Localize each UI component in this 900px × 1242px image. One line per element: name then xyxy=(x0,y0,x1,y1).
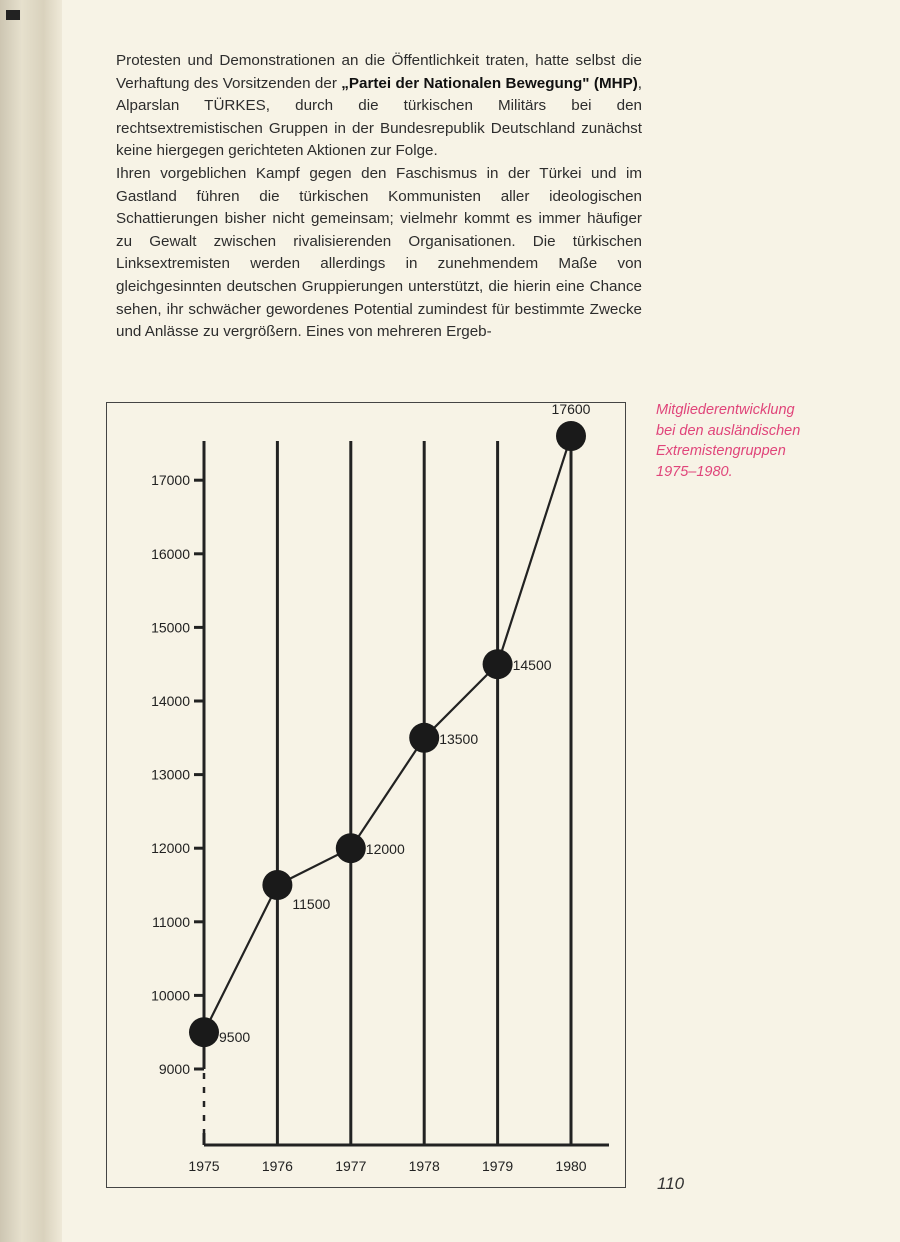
data-label-1977: 12000 xyxy=(365,841,405,858)
data-label-1979: 14500 xyxy=(512,657,552,674)
caption-line-1: Mitgliederentwicklung xyxy=(656,402,795,418)
data-label-1976: 11500 xyxy=(292,896,331,912)
x-tick-label-1976: 1976 xyxy=(261,1158,293,1174)
chart-frame xyxy=(106,402,626,1188)
paragraph-1 xyxy=(116,50,642,163)
body-text xyxy=(116,50,642,344)
y-tick-label-17000: 17000 xyxy=(151,472,190,489)
series-line xyxy=(204,436,571,1032)
paragraph-2: Ihren vorgeblichen Kampf gegen den Faschismus in der Türkei und im Gastland führen die türkischen Kommunisten aller ideologischen Schattierungen bisher nicht gemeinsam; vielmehr kommt es immer häufiger zu Gewalt zwischen rivalisierenden Organisationen. Die türkischen Linksextremisten werden allerdings in zunehmendem Maße von gleichgesinnten deutschen Gruppierungen unterstützt, die hierin eine Chance sehen, ihr schwächer gewordenes Potential zumindest für bestimmte Zwecke und Anlässe zu vergrößern. Eines von mehreren Ergeb- xyxy=(116,164,642,341)
y-tick-label-9000: 9000 xyxy=(158,1061,190,1077)
data-point-1980 xyxy=(556,421,586,451)
y-tick-label-16000: 16000 xyxy=(151,545,190,562)
y-tick-label-15000: 15000 xyxy=(151,619,190,636)
data-label-1975: 9500 xyxy=(219,1029,251,1046)
data-point-1976 xyxy=(262,870,292,900)
page-number: 110 xyxy=(657,1174,685,1193)
chart-caption xyxy=(656,400,856,482)
data-label-1980: 17600 xyxy=(551,403,591,418)
x-tick-label-1979: 1979 xyxy=(482,1158,514,1174)
data-point-1975 xyxy=(189,1017,219,1047)
y-tick-label-11000: 11000 xyxy=(152,913,190,930)
x-tick-label-1978: 1978 xyxy=(408,1158,440,1174)
data-point-1977 xyxy=(336,833,366,863)
data-point-1979 xyxy=(483,649,513,679)
y-tick-label-10000: 10000 xyxy=(151,987,190,1004)
spine-mark xyxy=(6,10,20,20)
caption-line-3: Extremistengruppen xyxy=(656,443,786,459)
data-point-1978 xyxy=(409,723,439,753)
caption-line-4: 1975–1980. xyxy=(656,463,733,480)
y-tick-label-13000: 13000 xyxy=(151,766,190,783)
y-tick-label-14000: 14000 xyxy=(151,693,190,709)
book-spine-shadow xyxy=(0,0,62,1242)
x-tick-label-1977: 1977 xyxy=(335,1158,367,1174)
y-tick-label-12000: 12000 xyxy=(151,840,190,857)
party-name: „Partei der Nationalen Bewegung" (MHP) xyxy=(341,74,638,92)
paragraph-1-lead: Protesten und Demonstrationen an die Öffentlichkeit traten, hatte selbst die Verhaftung des Vorsitzenden der xyxy=(116,52,642,92)
membership-chart xyxy=(107,403,627,1189)
x-tick-label-1975: 1975 xyxy=(188,1158,220,1174)
caption-line-2: bei den ausländischen xyxy=(656,422,801,439)
data-label-1978: 13500 xyxy=(439,730,479,747)
paragraph-1-rest: , Alparslan TÜRKES, durch die türkischen Militärs bei den rechtsextremistischen Gruppen in der Bundesrepublik Deutschland zunächst keine hiergegen gerichteten Aktionen zur Folge. xyxy=(116,74,642,160)
x-tick-label-1980: 1980 xyxy=(555,1158,587,1174)
